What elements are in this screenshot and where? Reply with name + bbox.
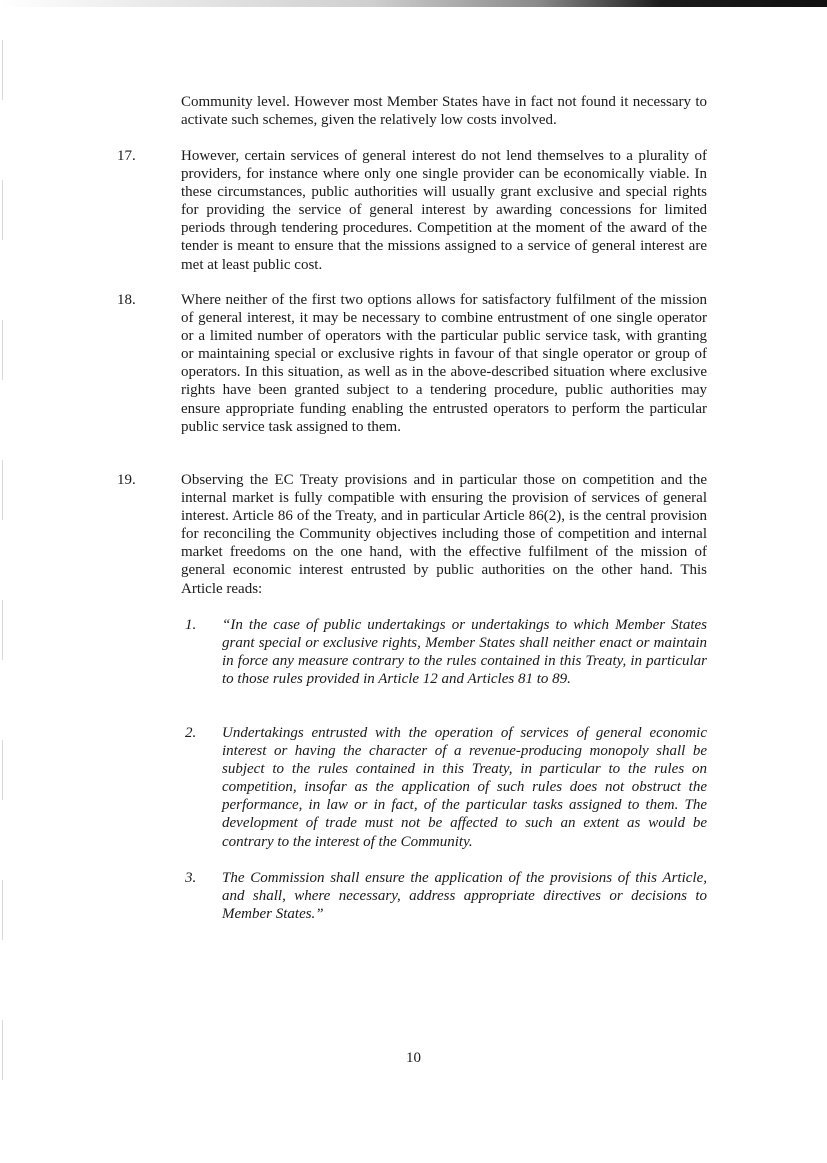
paragraph-19: Observing the EC Treaty provisions and in particular those on competition and the internal market is fully compatible with ensuring the provision of services of general interest. Article 86 of the Treaty, and in particular Article 86(2), is the central provision for reconciling the Community objectives including those of competition and internal market freedoms on the one hand, with the effective fulfilment of the mission of general economic interest entrusted by public authorities on the other hand. This Article reads: xyxy=(181,472,707,597)
paragraph-number-17: 17. xyxy=(117,148,136,164)
quoted-article-number-2: 2. xyxy=(185,725,197,741)
scan-edge-shadow xyxy=(0,0,827,7)
intro-paragraph: Community level. However most Member States have in fact not found it necessary to activate such schemes, given the relatively low costs involved. xyxy=(181,94,707,129)
quoted-article-2: Undertakings entrusted with the operation of services of general economic interest or having the character of a revenue-producing monopoly shall be subject to the rules contained in this Treaty, in particular to the rules on competition, insofar as the application of such rules does not obstruct the performance, in law or in fact, of the particular tasks assigned to them. The development of trade must not be affected to such an extent as would be contrary to the interest of the Community. xyxy=(222,725,707,850)
quoted-article-number-1: 1. xyxy=(185,617,197,633)
scan-edge-left xyxy=(2,40,3,1150)
paragraph-18: Where neither of the first two options allows for satisfactory fulfilment of the mission of general interest, it may be necessary to combine entrustment of one single operator or a limited number of operators with the particular public service task, with granting or maintaining special or exclusive rights in favour of that single operator or group of operators. In this situation, as well as in the above-described situation where exclusive rights have been granted subject to a tendering procedure, public authorities may ensure appropriate funding enabling the entrusted operators to perform the particular public service task assigned to them. xyxy=(181,292,707,435)
paragraph-number-18: 18. xyxy=(117,292,136,308)
paragraph-17: However, certain services of general interest do not lend themselves to a plurality of providers, for instance where only one single provider can be economically viable. In these circumstances, public authorities will usually grant exclusive and special rights for providing the service of general interest by awarding concessions for limited periods through tendering procedures. Competition at the moment of the award of the tender is meant to ensure that the missions assigned to a service of general interest are met at least public cost. xyxy=(181,148,707,273)
quoted-article-3: The Commission shall ensure the application of the provisions of this Article, and shall, where necessary, address appropriate directives or decisions to Member States.” xyxy=(222,870,707,923)
paragraph-number-19: 19. xyxy=(117,472,136,488)
quoted-article-1: “In the case of public undertakings or undertakings to which Member States grant special or exclusive rights, Member States shall neither enact or maintain in force any measure contrary to the rules contained in this Treaty, in particular to those rules provided in Article 12 and Articles 81 to 89. xyxy=(222,617,707,688)
page-number: 10 xyxy=(406,1050,421,1066)
quoted-article-number-3: 3. xyxy=(185,870,197,886)
